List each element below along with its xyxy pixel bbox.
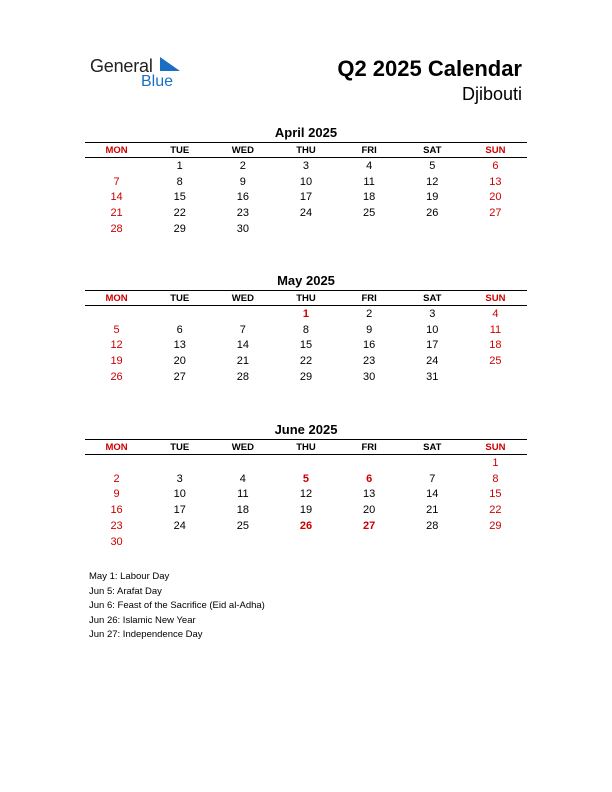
weekday-label: TUE: [170, 441, 190, 453]
day-cell: 8: [492, 472, 499, 485]
day-cell: 3: [429, 307, 436, 320]
holiday-day-cell: 26: [299, 520, 313, 533]
day-cell: 2: [366, 307, 373, 320]
day-cell: 25: [236, 520, 249, 533]
day-cell: 19: [110, 355, 123, 368]
week-row: [85, 221, 527, 237]
holiday-day-cell: 5: [302, 472, 310, 485]
weekday-label: WED: [231, 441, 254, 453]
day-cell: 13: [363, 488, 376, 501]
week-row: [85, 338, 527, 354]
day-cell: 31: [426, 371, 439, 384]
weekday-label: SAT: [423, 441, 442, 453]
day-cell: 19: [299, 504, 313, 517]
day-cell: 22: [489, 504, 502, 517]
day-cell: 12: [110, 339, 123, 352]
day-cell: 5: [429, 159, 436, 172]
week-row: [85, 369, 527, 385]
day-cell: 13: [489, 175, 502, 188]
day-cell: 23: [236, 207, 249, 220]
day-cell: 23: [110, 520, 123, 533]
week-row: [85, 487, 527, 503]
day-cell: 19: [426, 191, 439, 204]
day-cell: 11: [363, 175, 375, 188]
day-cell: 15: [299, 339, 313, 352]
day-cell: 29: [489, 520, 502, 533]
holiday-item: Jun 5: Arafat Day: [89, 585, 162, 597]
day-cell: 29: [173, 223, 186, 236]
weekday-label: THU: [296, 441, 316, 453]
day-cell: 14: [236, 339, 249, 352]
day-cell: 7: [113, 175, 120, 188]
day-cell: 7: [429, 472, 436, 485]
day-cell: 22: [299, 355, 313, 368]
day-cell: 4: [239, 472, 246, 485]
month-title: June 2025: [274, 422, 338, 437]
day-cell: 11: [489, 323, 502, 336]
month-title: April 2025: [274, 125, 338, 140]
holiday-item: Jun 27: Independence Day: [89, 629, 203, 640]
day-cell: 9: [113, 488, 120, 501]
day-cell: 6: [176, 323, 183, 336]
weekday-label: SUN: [485, 144, 506, 156]
day-cell: 7: [239, 323, 246, 336]
holiday-day-cell: 6: [366, 472, 373, 485]
weekday-label: FRI: [361, 441, 377, 453]
day-cell: 1: [176, 159, 183, 172]
day-cell: 10: [426, 323, 439, 336]
weekday-label: FRI: [361, 292, 377, 304]
weekday-label: MON: [105, 441, 128, 453]
day-cell: 21: [110, 207, 123, 220]
month-title: May 2025: [277, 273, 335, 288]
day-cell: 16: [110, 504, 123, 517]
day-cell: 3: [176, 472, 183, 485]
week-row: [85, 205, 527, 221]
day-cell: 25: [363, 207, 376, 220]
week-row: [85, 306, 527, 322]
day-cell: 8: [176, 175, 183, 188]
day-cell: 30: [236, 223, 249, 236]
day-cell: 9: [239, 175, 246, 188]
holiday-item: May 1: Labour Day: [89, 571, 170, 582]
day-cell: 26: [426, 207, 439, 220]
day-cell: 17: [426, 339, 439, 352]
day-cell: 8: [302, 323, 310, 336]
day-cell: 20: [363, 504, 376, 517]
day-cell: 15: [173, 191, 186, 204]
holiday-item: Jun 26: Islamic New Year: [89, 614, 196, 626]
day-cell: 24: [426, 355, 439, 368]
weekday-label: WED: [231, 292, 254, 304]
weekday-label: SUN: [485, 441, 506, 453]
weekday-label: TUE: [170, 292, 190, 304]
month-may: [85, 272, 527, 385]
month-grid: [85, 306, 527, 385]
weekday-header: [85, 142, 527, 158]
day-cell: 16: [236, 191, 249, 204]
week-row: [85, 455, 527, 471]
generalblue-logo: [90, 56, 190, 96]
week-row: [85, 174, 527, 190]
day-cell: 27: [489, 207, 502, 220]
day-cell: 10: [299, 175, 313, 188]
day-cell: 18: [236, 504, 249, 517]
day-cell: 12: [299, 488, 313, 501]
day-cell: 21: [236, 355, 249, 368]
weekday-label: THU: [296, 292, 316, 304]
day-cell: 28: [426, 520, 439, 533]
weekday-label: THU: [296, 144, 316, 156]
logo-text-general: General: [90, 56, 153, 76]
weekday-label: MON: [105, 144, 128, 156]
week-row: [85, 471, 527, 487]
week-row: [85, 518, 527, 534]
day-cell: 17: [173, 504, 186, 517]
weekday-label: WED: [231, 144, 254, 156]
logo-flag-icon: [160, 57, 180, 71]
day-cell: 30: [363, 371, 376, 384]
day-cell: 25: [489, 355, 502, 368]
weekday-header: [85, 290, 527, 306]
day-cell: 26: [110, 371, 123, 384]
week-row: [85, 534, 527, 550]
day-cell: 24: [299, 207, 313, 220]
day-cell: 6: [492, 159, 499, 172]
day-cell: 12: [426, 175, 439, 188]
weekday-label: SUN: [485, 292, 506, 304]
holiday-day-cell: 27: [363, 520, 376, 533]
day-cell: 14: [426, 488, 439, 501]
day-cell: 16: [363, 339, 376, 352]
month-grid: [85, 455, 527, 550]
holiday-list: [89, 570, 265, 643]
weekday-label: MON: [105, 292, 128, 304]
week-row: [85, 502, 527, 518]
weekday-label: TUE: [170, 144, 190, 156]
day-cell: 1: [492, 456, 499, 469]
day-cell: 2: [113, 472, 120, 485]
day-cell: 17: [299, 191, 313, 204]
day-cell: 20: [489, 191, 502, 204]
holiday-day-cell: 1: [302, 307, 310, 320]
day-cell: 3: [302, 159, 310, 172]
day-cell: 4: [492, 307, 499, 320]
day-cell: 2: [239, 159, 246, 172]
day-cell: 29: [299, 371, 313, 384]
week-row: [85, 322, 527, 338]
holiday-item: Jun 6: Feast of the Sacrifice (Eid al-Adha): [89, 600, 265, 611]
logo-text-blue: Blue: [141, 73, 174, 90]
day-cell: 22: [173, 207, 186, 220]
month-april: [85, 124, 527, 237]
day-cell: 14: [110, 191, 123, 204]
week-row: [85, 190, 527, 206]
day-cell: 30: [110, 535, 123, 548]
page-title: Q2 2025 Calendar: [337, 56, 522, 81]
day-cell: 11: [237, 488, 249, 501]
day-cell: 4: [366, 159, 373, 172]
day-cell: 24: [173, 520, 186, 533]
day-cell: 18: [489, 339, 502, 352]
month-grid: [85, 158, 527, 237]
weekday-label: SAT: [423, 292, 442, 304]
day-cell: 23: [363, 355, 376, 368]
page-subtitle: Djibouti: [461, 84, 522, 104]
day-cell: 27: [173, 371, 186, 384]
week-row: [85, 353, 527, 369]
month-june: [85, 421, 527, 550]
day-cell: 18: [363, 191, 376, 204]
day-cell: 5: [113, 323, 120, 336]
week-row: [85, 158, 527, 174]
day-cell: 13: [173, 339, 186, 352]
day-cell: 28: [110, 223, 123, 236]
weekday-header: [85, 439, 527, 455]
day-cell: 10: [173, 488, 186, 501]
weekday-label: SAT: [423, 144, 442, 156]
day-cell: 9: [366, 323, 373, 336]
day-cell: 21: [426, 504, 439, 517]
day-cell: 15: [489, 488, 502, 501]
day-cell: 28: [236, 371, 249, 384]
day-cell: 20: [173, 355, 186, 368]
weekday-label: FRI: [361, 144, 377, 156]
